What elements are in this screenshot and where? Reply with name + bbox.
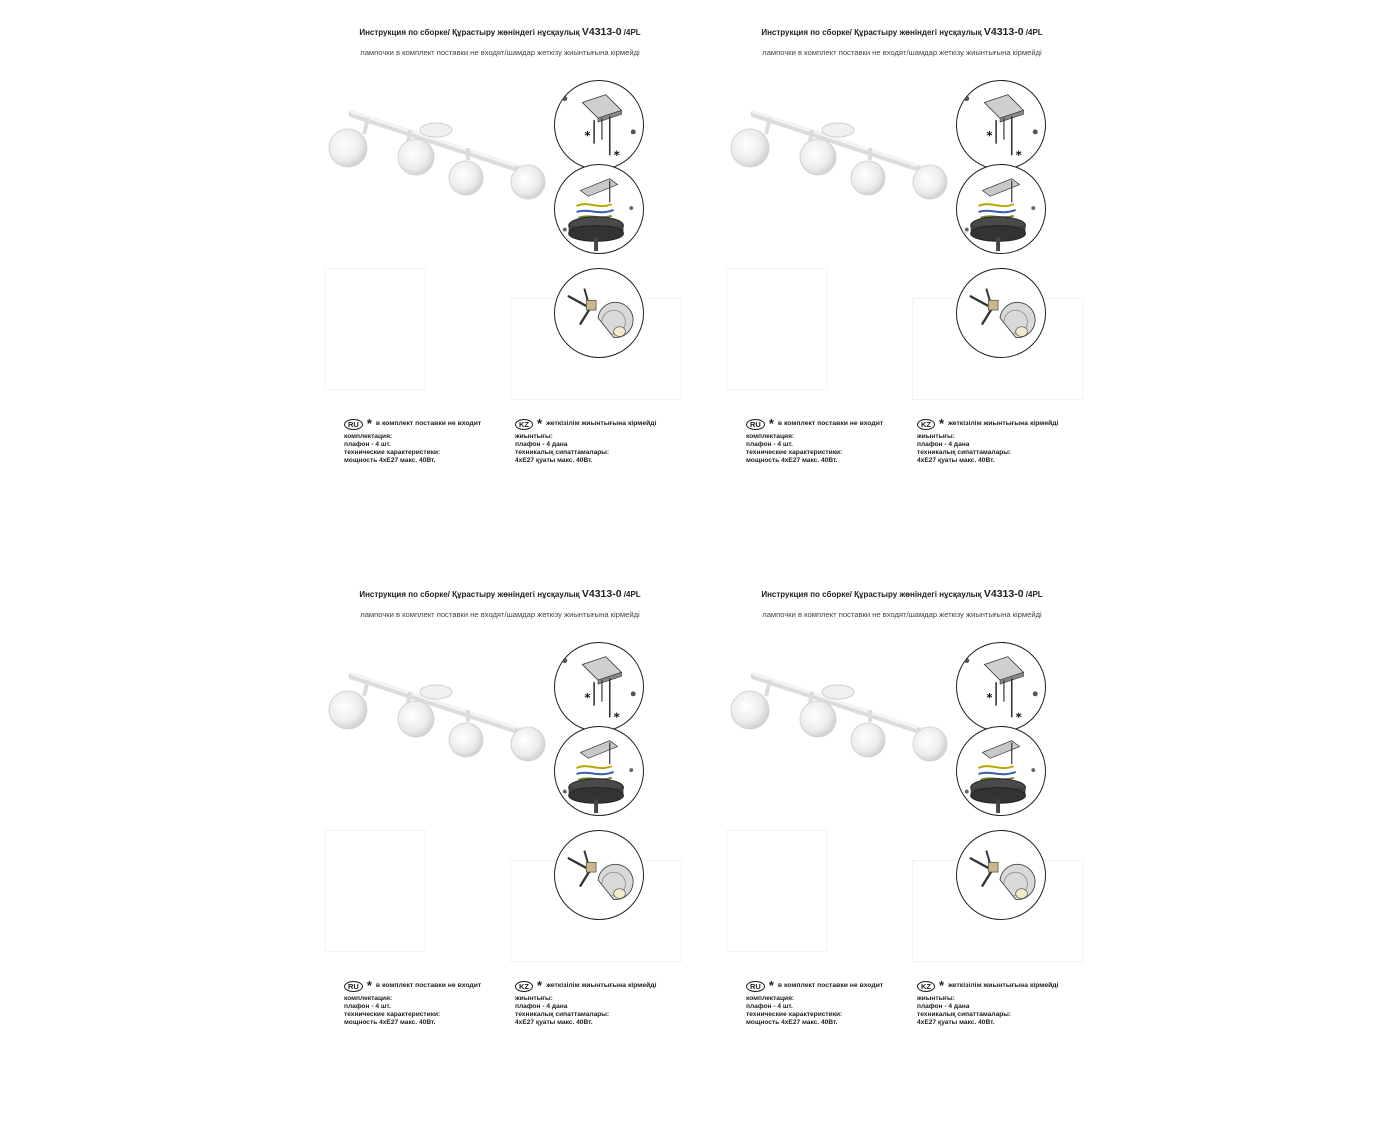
star-marker: * [366, 978, 372, 993]
instruction-title: Инструкция по сборке/ Құрастыру жөніндегі нұсқаулық V4313-0 /4PL [359, 588, 641, 600]
kz-spec-value: 4xE27 қуаты макс. 40Вт. [917, 457, 995, 464]
kz-spec-label: техникалық сипаттамалары: [515, 449, 610, 456]
ru-kit-value: плафон - 4 шт. [344, 441, 391, 448]
ru-not-included-note: в комплект поставки не входит [375, 982, 482, 989]
ru-not-included-note: в комплект поставки не входит [777, 420, 884, 427]
svg-text:*: * [584, 690, 591, 705]
svg-text:*: * [986, 690, 993, 705]
star-marker: * [768, 416, 774, 431]
kz-spec-block [917, 980, 1058, 1027]
ru-spec-value: мощность 4xE27 макс. 40Вт. [344, 1019, 436, 1026]
bulb-shade-installation-diagram [554, 830, 644, 920]
kz-kit-value: плафон - 4 дана [515, 1003, 568, 1010]
svg-text:*: * [613, 148, 620, 163]
star-marker: * [768, 978, 774, 993]
ru-spec-label: технические характеристики: [344, 1011, 441, 1018]
mounting-bracket-diagram [956, 80, 1046, 170]
ru-spec-block [344, 418, 481, 465]
wiring-connection-diagram [956, 726, 1046, 816]
ru-kit-value: плафон - 4 шт. [746, 1003, 793, 1010]
kz-kit-label: жиынтығы: [515, 433, 553, 440]
kz-not-included-note: жеткізілім жиынтығына кірмейді [948, 982, 1059, 989]
ru-not-included-note: в комплект поставки не входит [777, 982, 884, 989]
svg-text:*: * [584, 128, 591, 143]
kz-spec-label: техникалық сипаттамалары: [515, 1011, 610, 1018]
sheet-bottom-right [712, 580, 1092, 1060]
ru-language-badge: RU [344, 981, 363, 992]
mounting-bracket-diagram [554, 80, 644, 170]
sheet-bottom-left [310, 580, 690, 1060]
ru-language-badge: RU [344, 419, 363, 430]
kz-spec-block [917, 418, 1058, 465]
kz-not-included-note: жеткізілім жиынтығына кірмейді [546, 982, 657, 989]
ru-language-badge: RU [746, 419, 765, 430]
bulb-shade-installation-diagram [956, 830, 1046, 920]
ru-kit-label: комплектация: [746, 433, 795, 440]
star-marker: * [537, 978, 543, 993]
wiring-connection-diagram [554, 164, 644, 254]
ru-spec-value: мощность 4xE27 макс. 40Вт. [344, 457, 436, 464]
spotlight-product-illustration [318, 100, 558, 210]
bulbs-not-included-note: лампочки в комплект поставки не входят/шамдар жеткізу жиынтығына кірмейді [360, 610, 640, 619]
ru-spec-label: технические характеристики: [746, 1011, 843, 1018]
svg-text:*: * [1015, 710, 1022, 725]
kz-spec-label: техникалық сипаттамалары: [917, 1011, 1012, 1018]
ru-kit-value: плафон - 4 шт. [746, 441, 793, 448]
kz-kit-label: жиынтығы: [515, 995, 553, 1002]
ru-spec-block [344, 980, 481, 1027]
kz-language-badge: KZ [917, 981, 935, 992]
kz-spec-block [515, 418, 656, 465]
star-marker: * [939, 416, 945, 431]
bulb-shade-installation-diagram [956, 268, 1046, 358]
kz-not-included-note: жеткізілім жиынтығына кірмейді [948, 420, 1059, 427]
svg-text:*: * [613, 710, 620, 725]
kz-spec-label: техникалық сипаттамалары: [917, 449, 1012, 456]
spotlight-product-illustration [318, 662, 558, 772]
star-marker: * [537, 416, 543, 431]
kz-kit-value: плафон - 4 дана [917, 441, 970, 448]
kz-kit-value: плафон - 4 дана [917, 1003, 970, 1010]
kz-kit-label: жиынтығы: [917, 995, 955, 1002]
ru-spec-value: мощность 4xE27 макс. 40Вт. [746, 1019, 838, 1026]
ru-spec-block [746, 980, 883, 1027]
kz-kit-value: плафон - 4 дана [515, 441, 568, 448]
ru-kit-value: плафон - 4 шт. [344, 1003, 391, 1010]
sheet-top-left [310, 18, 690, 498]
ru-language-badge: RU [746, 981, 765, 992]
ru-spec-value: мощность 4xE27 макс. 40Вт. [746, 457, 838, 464]
kz-kit-label: жиынтығы: [917, 433, 955, 440]
kz-language-badge: KZ [515, 981, 533, 992]
instruction-title: Инструкция по сборке/ Құрастыру жөніндегі нұсқаулық V4313-0 /4PL [761, 588, 1043, 600]
svg-text:*: * [1015, 148, 1022, 163]
ru-spec-label: технические характеристики: [746, 449, 843, 456]
kz-spec-value: 4xE27 қуаты макс. 40Вт. [515, 457, 593, 464]
kz-not-included-note: жеткізілім жиынтығына кірмейді [546, 420, 657, 427]
ru-spec-block [746, 418, 883, 465]
star-marker: * [366, 416, 372, 431]
kz-spec-value: 4xE27 қуаты макс. 40Вт. [917, 1019, 995, 1026]
ru-kit-label: комплектация: [344, 433, 393, 440]
star-marker: * [939, 978, 945, 993]
ru-kit-label: комплектация: [344, 995, 393, 1002]
mounting-bracket-diagram [956, 642, 1046, 732]
kz-language-badge: KZ [917, 419, 935, 430]
kz-language-badge: KZ [515, 419, 533, 430]
wiring-connection-diagram [956, 164, 1046, 254]
spotlight-product-illustration [720, 662, 960, 772]
kz-spec-block [515, 980, 656, 1027]
bulbs-not-included-note: лампочки в комплект поставки не входят/шамдар жеткізу жиынтығына кірмейді [762, 48, 1042, 57]
ru-spec-label: технические характеристики: [344, 449, 441, 456]
svg-text:*: * [986, 128, 993, 143]
bulbs-not-included-note: лампочки в комплект поставки не входят/шамдар жеткізу жиынтығына кірмейді [762, 610, 1042, 619]
instruction-title: Инструкция по сборке/ Құрастыру жөніндегі нұсқаулық V4313-0 /4PL [359, 26, 641, 38]
bulbs-not-included-note: лампочки в комплект поставки не входят/шамдар жеткізу жиынтығына кірмейді [360, 48, 640, 57]
spotlight-product-illustration [720, 100, 960, 210]
mounting-bracket-diagram [554, 642, 644, 732]
ru-kit-label: комплектация: [746, 995, 795, 1002]
ru-not-included-note: в комплект поставки не входит [375, 420, 482, 427]
wiring-connection-diagram [554, 726, 644, 816]
bulb-shade-installation-diagram [554, 268, 644, 358]
kz-spec-value: 4xE27 қуаты макс. 40Вт. [515, 1019, 593, 1026]
instruction-title: Инструкция по сборке/ Құрастыру жөніндегі нұсқаулық V4313-0 /4PL [761, 26, 1043, 38]
sheet-top-right [712, 18, 1092, 498]
